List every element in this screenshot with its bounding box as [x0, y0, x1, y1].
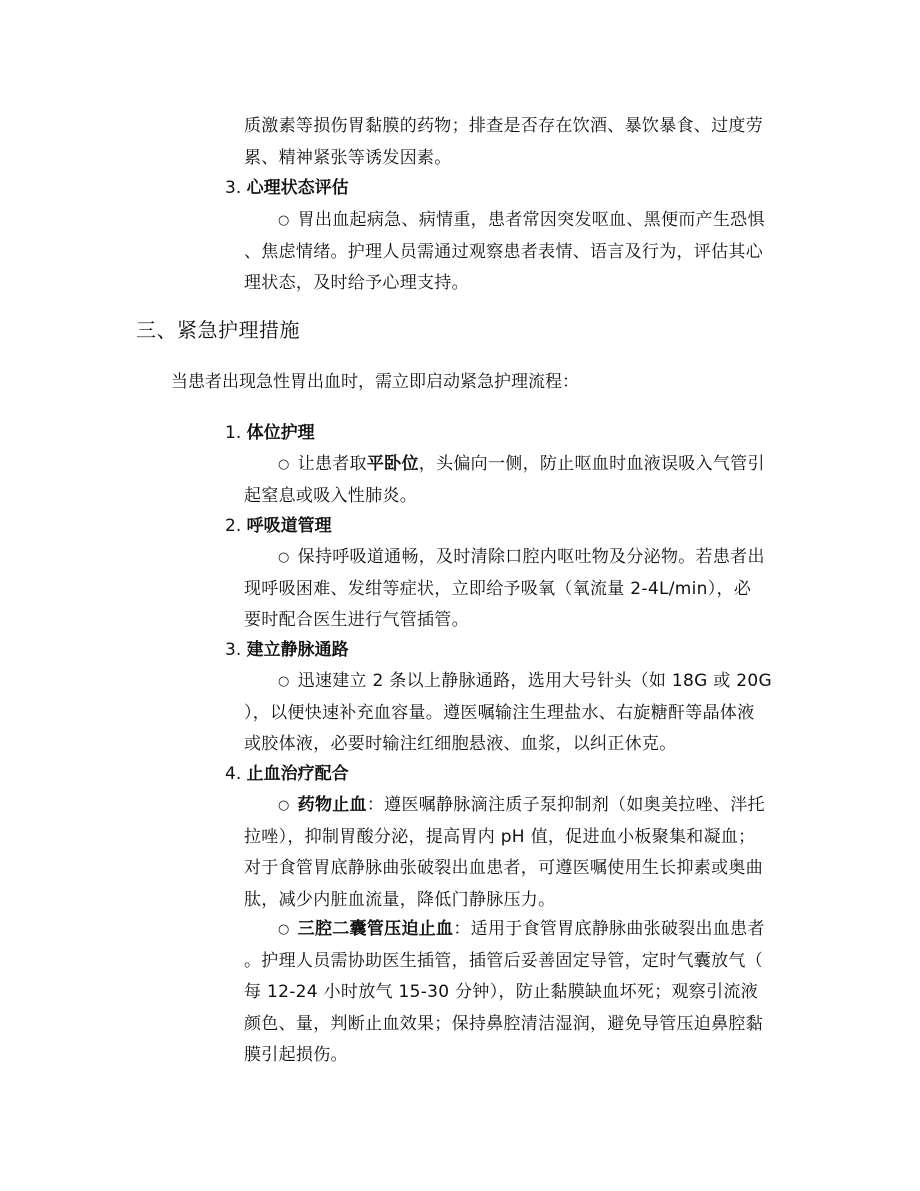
drug-hemostasis-paragraph — [244, 790, 765, 916]
text-line: 理状态，及时给予心理支持。 — [244, 273, 469, 293]
bullet-circle-icon: ○ — [278, 674, 290, 689]
text-line: 质激素等损伤胃黏膜的药物；排查是否存在饮酒、暴饮暴食、过度劳 — [244, 116, 763, 136]
text-line: 颜色、量，判断止血效果；保持鼻腔清洁湿润，避免导管压迫鼻腔黏 — [244, 1013, 763, 1034]
bullet-circle-icon: ○ — [278, 457, 290, 472]
text-segment: 让患者取 — [297, 454, 367, 474]
text-line: 、焦虑情绪。护理人员需通过观察患者表情、语言及行为，评估其心 — [244, 241, 763, 262]
text-line: 累、精神紧张等诱发因素。 — [244, 147, 452, 168]
text-line: 迅速建立 2 条以上静脉通路，选用大号针头（如 18G 或 20G — [297, 671, 773, 691]
item-number: 2. — [225, 516, 242, 536]
item-number: 3. — [225, 640, 242, 660]
psych-paragraph — [244, 205, 765, 300]
text-line: 要时配合医生进行气管插管。 — [244, 610, 469, 630]
bullet-circle-icon: ○ — [278, 550, 290, 565]
text-line: 。护理人员需协助医生插管，插管后妥善固定导管，定时气囊放气（ — [244, 950, 763, 971]
text-line: 拉唑），抑制胃酸分泌，提高胃内 pH 值，促进血小板聚集和凝血； — [244, 826, 756, 847]
text-line: 膜引起损伤。 — [244, 1045, 348, 1065]
emphasis-text: 药物止血 — [297, 795, 367, 815]
emphasis-text: 三腔二囊管压迫止血 — [297, 919, 454, 939]
text-line: 保持呼吸道通畅，及时清除口腔内呕吐物及分泌物。若患者出 — [297, 547, 765, 567]
item-heading-psych — [225, 172, 349, 204]
item-number: 4. — [225, 764, 242, 784]
bullet-circle-icon: ○ — [278, 213, 290, 228]
item-number: 3. — [225, 178, 242, 198]
item-heading-iv-access — [225, 634, 349, 666]
text-segment: ：遵医嘱静脉滴注质子泵抑制剂（如奥美拉唑、泮托 — [366, 795, 765, 815]
item-heading-hemostasis — [225, 758, 349, 790]
section-heading: 三、紧急护理措施 — [136, 318, 300, 342]
text-line: 现呼吸困难、发绀等症状，立即给予吸氧（氧流量 2-4L/min），必 — [244, 578, 752, 599]
continuation-paragraph — [244, 111, 763, 174]
balloon-tamponade-paragraph — [244, 914, 765, 1072]
item-title: 建立静脉通路 — [246, 640, 349, 660]
item-title: 心理状态评估 — [246, 178, 349, 198]
item-heading-airway — [225, 510, 332, 542]
position-paragraph — [244, 449, 765, 512]
text-line: 对于食管胃底静脉曲张破裂出血患者，可遵医嘱使用生长抑素或奥曲 — [244, 858, 763, 878]
airway-paragraph — [244, 542, 765, 637]
bullet-circle-icon: ○ — [278, 922, 290, 937]
section-intro: 当患者出现急性胃出血时，需立即启动紧急护理流程： — [171, 372, 579, 392]
emphasis-text: 平卧位 — [366, 454, 419, 474]
bullet-circle-icon: ○ — [278, 798, 290, 813]
text-line: ），以便快速补充血容量。遵医嘱输注生理盐水、右旋糖酐等晶体液 — [244, 702, 755, 723]
iv-access-paragraph — [244, 666, 772, 761]
text-line: 每 12-24 小时放气 15-30 分钟），防止黏膜缺血坏死；观察引流液 — [244, 982, 759, 1002]
text-line: 肽，减少内脏血流量，降低门静脉压力。 — [244, 889, 556, 910]
item-title: 体位护理 — [246, 423, 315, 443]
text-segment: ，头偏向一侧，防止呕血时血液误吸入气管引 — [418, 454, 765, 474]
text-segment: ：适用于食管胃底静脉曲张破裂出血患者 — [453, 919, 765, 939]
item-title: 止血治疗配合 — [246, 764, 349, 784]
text-line: 胃出血起病急、病情重，患者常因突发呕血、黑便而产生恐惧 — [297, 210, 765, 230]
text-line: 起窒息或吸入性肺炎。 — [244, 485, 417, 506]
item-number: 1. — [225, 423, 242, 443]
text-line: 或胶体液，必要时输注红细胞悬液、血浆，以纠正休克。 — [244, 734, 677, 754]
item-heading-position — [225, 417, 315, 449]
item-title: 呼吸道管理 — [246, 516, 332, 536]
